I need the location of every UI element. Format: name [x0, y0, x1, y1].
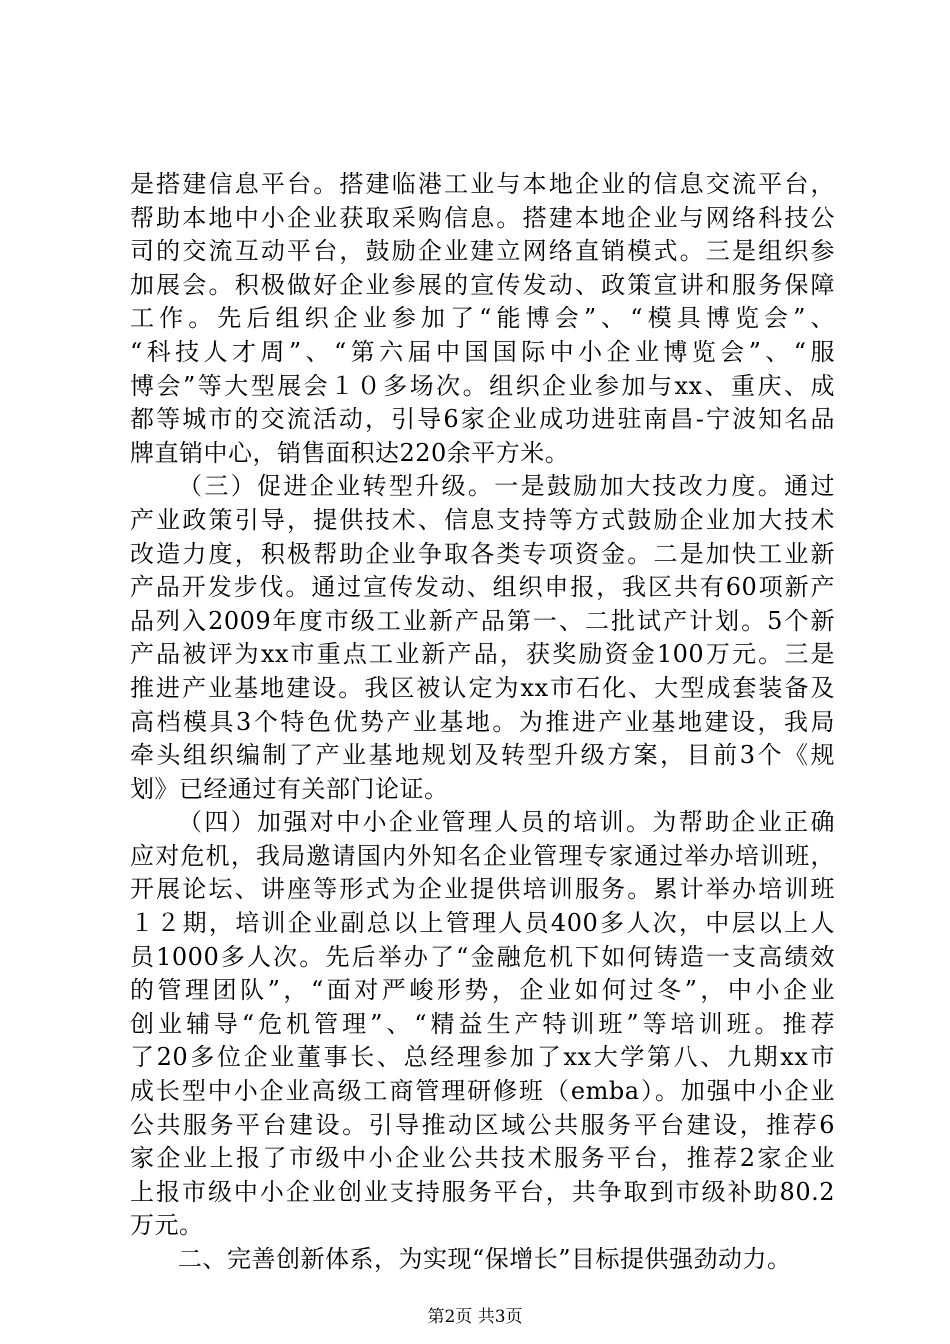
- text-line: “科技人才周”、“第六届中国国际中小企业博览会”、“服: [130, 337, 835, 366]
- page-number: 第2页 共3页: [427, 1307, 523, 1327]
- text-line: 上报市级中小企业创业支持服务平台，共争取到市级补助80.2: [130, 1177, 835, 1206]
- section-heading-line: （三）促进企业转型升级。一是鼓励加大技改力度。通过: [178, 472, 835, 501]
- text-line: 产品开发步伐。通过宣传发动、组织申报，我区共有60项新产: [130, 573, 835, 602]
- section-heading-line: （四）加强对中小企业管理人员的培训。为帮助企业正确: [178, 808, 835, 837]
- text-line: 品列入2009年度市级工业新产品第一、二批试产计划。5个新: [130, 606, 835, 635]
- text-line: 是搭建信息平台。搭建临港工业与本地企业的信息交流平台，: [130, 170, 835, 198]
- text-line: 都等城市的交流活动，引导6家企业成功进驻南昌-宁波知名品: [130, 405, 835, 434]
- text-line: 高档模具3个特色优势产业基地。为推进产业基地建设，我局: [130, 707, 835, 736]
- text-line: 司的交流互动平台，鼓励企业建立网络直销模式。三是组织参: [130, 237, 835, 266]
- text-line: １２期，培训企业副总以上管理人员400多人次，中层以上人: [130, 909, 835, 938]
- text-line: 改造力度，积极帮助企业争取各类专项资金。二是加快工业新: [130, 539, 835, 568]
- text-line: 工作。先后组织企业参加了“能博会”、“模具博览会”、: [130, 304, 835, 333]
- text-line: 产业政策引导，提供技术、信息支持等方式鼓励企业加大技术: [130, 505, 835, 534]
- text-line: 公共服务平台建设。引导推动区域公共服务平台建设，推荐6: [130, 1110, 835, 1139]
- chapter-heading: 二、完善创新体系，为实现“保增长”目标提供强劲动力。: [178, 1245, 792, 1273]
- text-line: 员1000多人次。先后举办了“金融危机下如何铸造一支高绩效: [130, 942, 835, 971]
- text-line: 万元。: [130, 1211, 204, 1240]
- document-body: [130, 168, 835, 1277]
- text-line: 牵头组织编制了产业基地规划及转型升级方案，目前3个《规: [130, 741, 835, 770]
- text-line: 划》已经通过有关部门论证。: [130, 774, 449, 803]
- text-line: 家企业上报了市级中小企业公共技术服务平台，推荐2家企业: [130, 1144, 835, 1173]
- text-line: 的管理团队”，“面对严峻形势，企业如何过冬”，中小企业: [130, 976, 835, 1005]
- text-line: 开展论坛、讲座等形式为企业提供培训服务。累计举办培训班: [130, 875, 835, 904]
- text-line: 加展会。积极做好企业参展的宣传发动、政策宣讲和服务保障: [130, 270, 835, 299]
- text-line: 创业辅导“危机管理”、“精益生产特训班”等培训班。推荐: [130, 1009, 835, 1038]
- text-line: 帮助本地中小企业获取采购信息。搭建本地企业与网络科技公: [130, 203, 835, 232]
- text-line: 推进产业基地建设。我区被认定为xx市石化、大型成套装备及: [130, 673, 835, 702]
- text-line: 应对危机，我局邀请国内外知名企业管理专家通过举办培训班，: [130, 841, 835, 870]
- text-line: 牌直销中心，销售面积达220余平方米。: [130, 438, 570, 467]
- text-line: 博会”等大型展会１０多场次。组织企业参加与xx、重庆、成: [130, 371, 835, 400]
- text-line: 了20多位企业董事长、总经理参加了xx大学第八、九期xx市: [130, 1043, 835, 1072]
- text-line: 产品被评为xx市重点工业新产品，获奖励资金100万元。三是: [130, 640, 835, 669]
- text-line: 成长型中小企业高级工商管理研修班（emba）。加强中小企业: [130, 1077, 835, 1106]
